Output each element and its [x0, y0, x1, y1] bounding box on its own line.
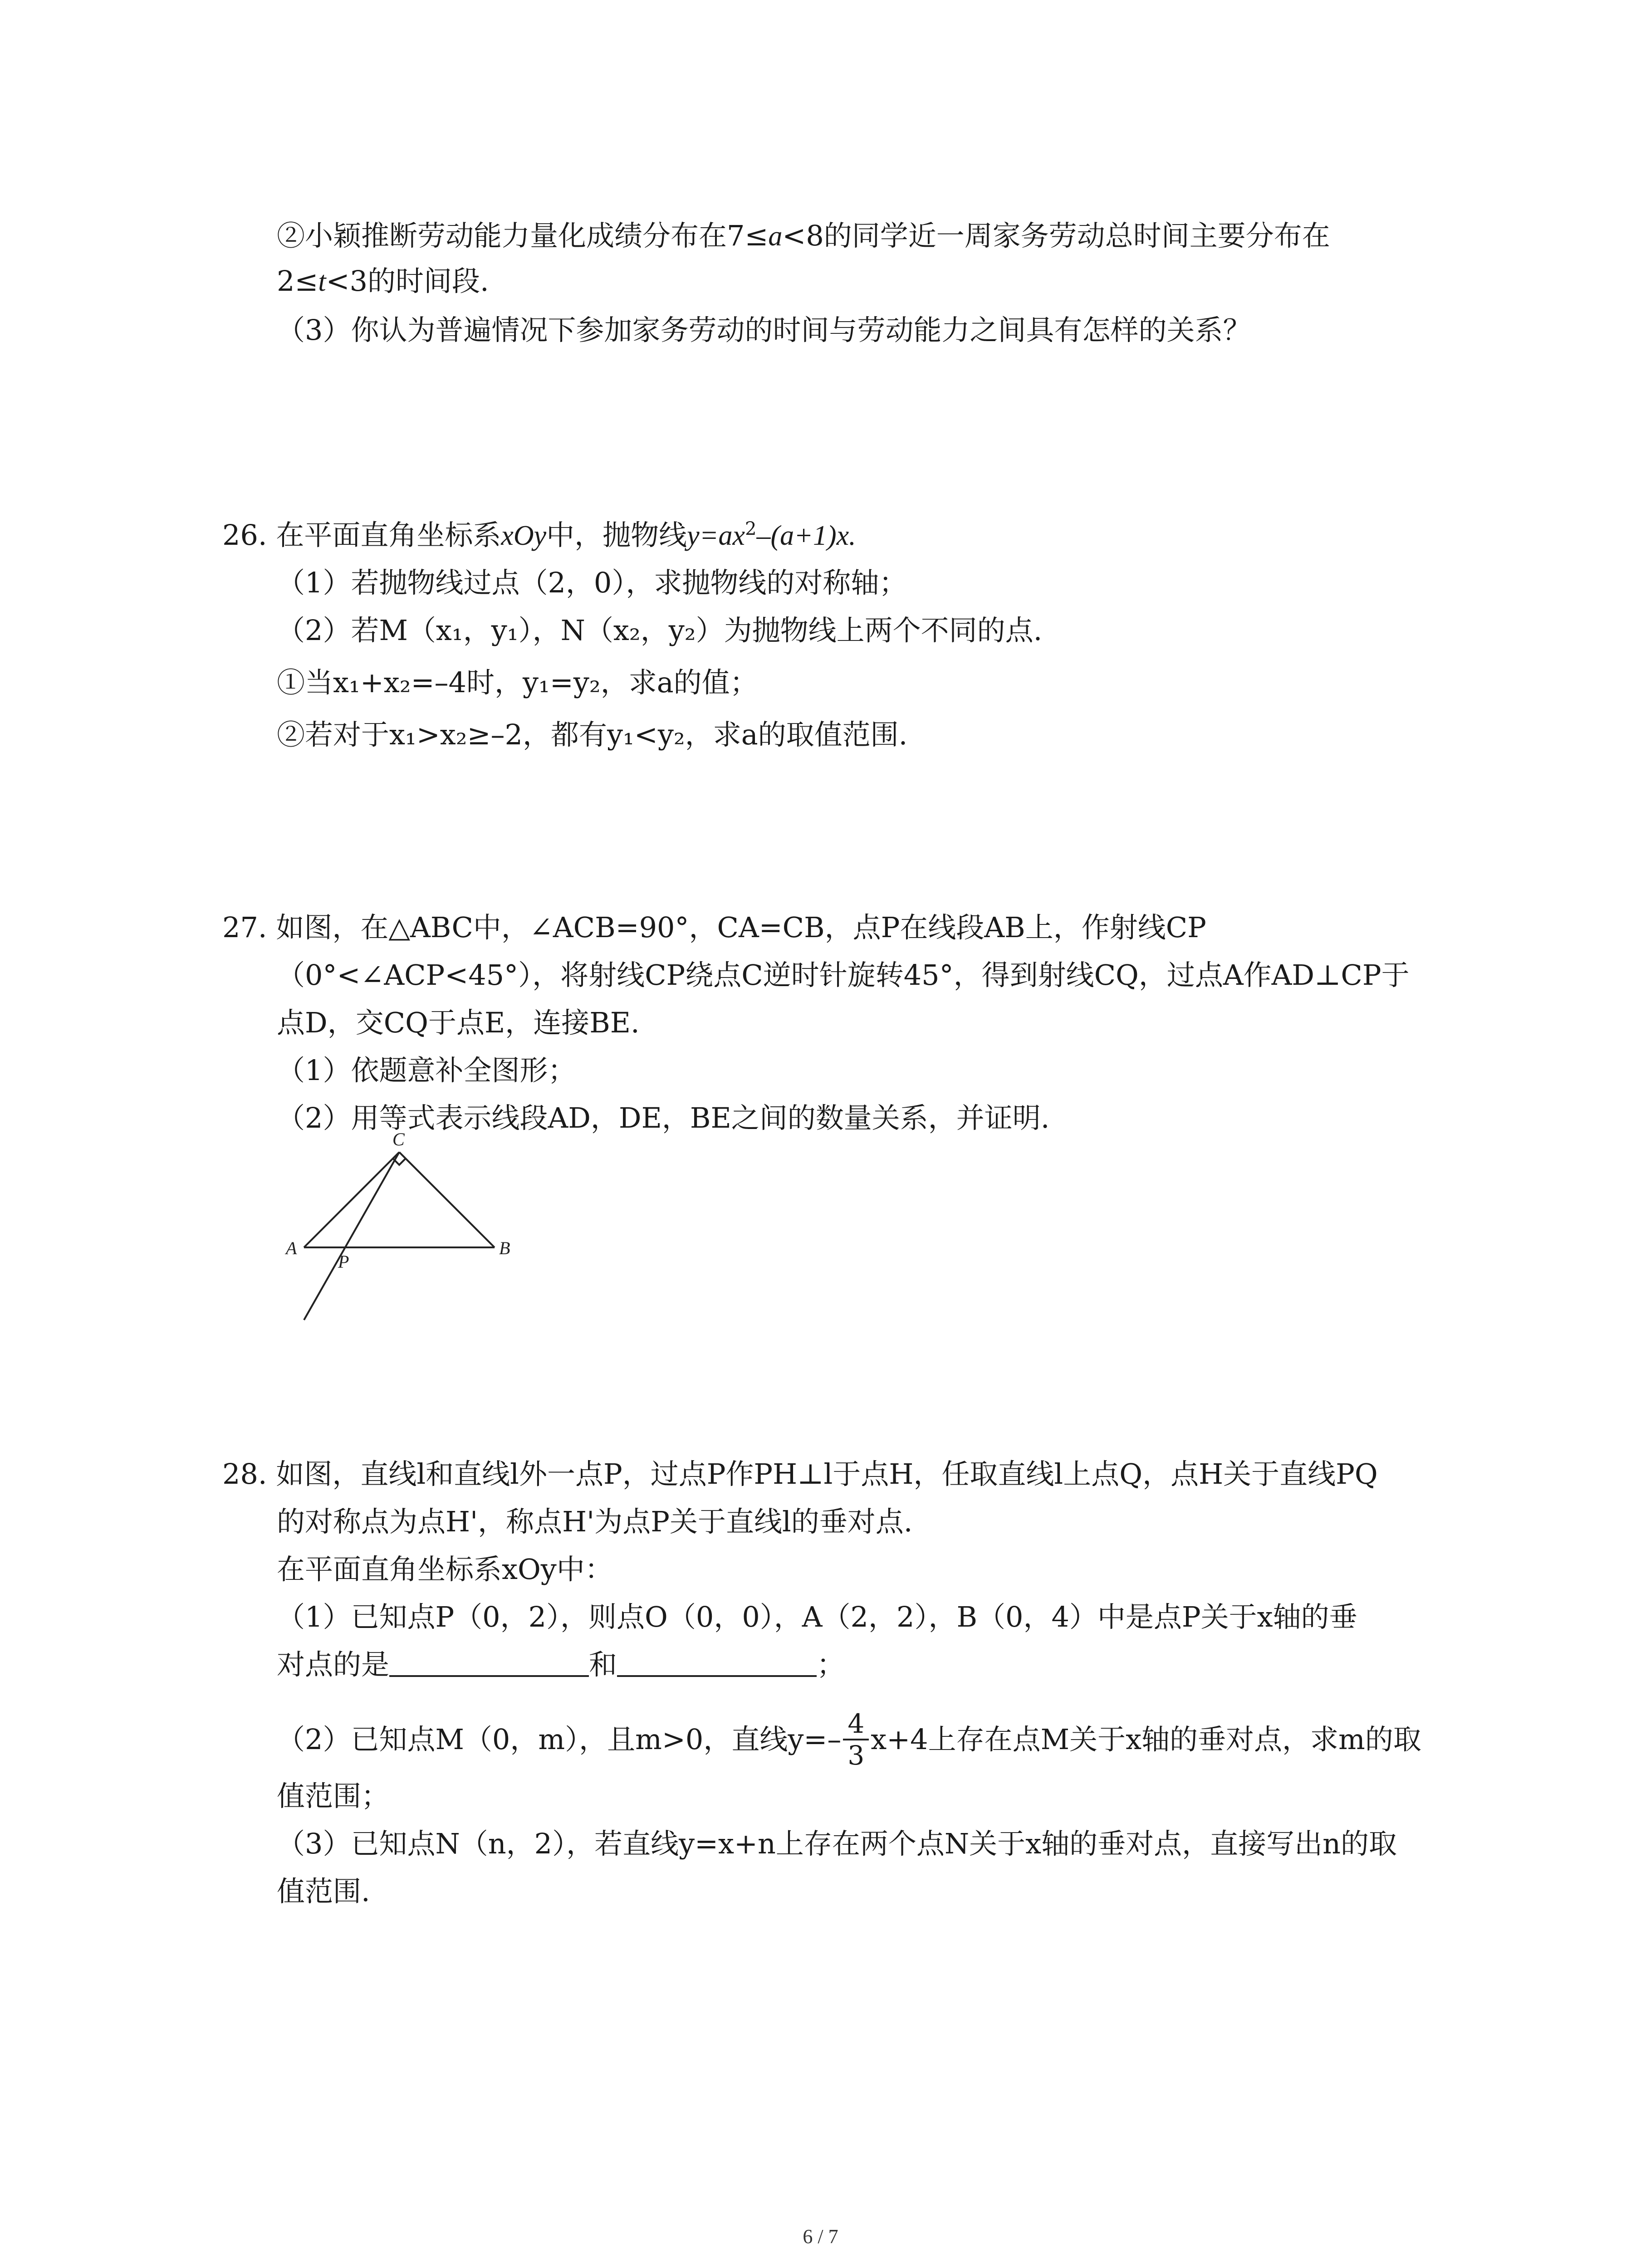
q25-line-1	[277, 218, 1330, 254]
q26-stem-post: 中，抛物线	[546, 518, 687, 552]
label-c: C	[392, 1129, 405, 1149]
q26-part-2-2: ②若对于x₁>x₂≥–2，都有y₁<y₂，求a的取值范围.	[277, 718, 908, 751]
q25-l1-pre: ②小颖推断劳动能力量化成绩分布在7≤	[277, 219, 769, 252]
q28-part-1a: （1）已知点P（0，2），则点O（0，0），A（2，2），B（0，4）中是点P关于x轴的垂	[277, 1600, 1357, 1633]
q28-stem-1	[222, 1456, 1378, 1492]
label-b: B	[499, 1238, 510, 1258]
q25-l2-var: t	[318, 266, 326, 297]
q25-l2-pre: 2≤	[277, 264, 318, 298]
answer-blank-2[interactable]	[617, 1648, 817, 1677]
q25-l1-var: a	[768, 221, 783, 252]
q28-l1: 如图，直线l和直线l外一点P，过点P作PH⊥l于点H，任取直线l上点Q，点H关于直线PQ	[276, 1457, 1378, 1491]
q26-eq-sup: 2	[745, 518, 757, 539]
q28-p1b-mid: 和	[589, 1648, 617, 1681]
q27-l1: 如图，在△ABC中，∠ACB=90°，CA=CB，点P在线段AB上，作射线CP	[276, 911, 1206, 944]
q27-part-1: （1）依题意补全图形；	[277, 1054, 576, 1087]
label-a: A	[286, 1238, 297, 1258]
q28-part-1b	[277, 1647, 845, 1683]
q27-number: 27.	[222, 911, 267, 944]
label-p: P	[338, 1251, 349, 1272]
q26-stem	[222, 517, 856, 554]
q27-stem-3: 点D，交CQ于点E，连接BE.	[277, 1006, 640, 1039]
q27-stem-1	[222, 909, 1206, 946]
q26-eq: y=ax	[687, 520, 745, 551]
q28-part-2	[277, 1706, 1421, 1774]
q26-number: 26.	[222, 518, 267, 552]
fraction-denominator: 3	[847, 1740, 865, 1771]
q28-stem-3: 在平面直角坐标系xOy中：	[277, 1553, 613, 1586]
segment-cb	[399, 1152, 495, 1247]
q28-p2-post: x+4上存在点M关于x轴的垂对点，求m的取	[871, 1723, 1421, 1756]
q27-triangle-figure	[277, 1125, 531, 1325]
q26-part-1: （1）若抛物线过点（2，0），求抛物线的对称轴；	[277, 566, 907, 599]
right-angle-mark	[393, 1158, 406, 1165]
q28-part-3: （3）已知点N（n，2），若直线y=x+n上存在两个点N关于x轴的垂对点，直接写出n的取	[277, 1827, 1397, 1860]
q27-part-2: （2）用等式表示线段AD，DE，BE之间的数量关系，并证明.	[277, 1101, 1050, 1134]
q26-part-2: （2）若M（x₁，y₁），N（x₂，y₂）为抛物线上两个不同的点.	[277, 614, 1043, 647]
q25-line-2	[277, 263, 489, 300]
q28-p1b-pre: 对点的是	[277, 1648, 390, 1681]
q28-part-3b: 值范围.	[277, 1875, 370, 1908]
q28-part-2b: 值范围；	[277, 1779, 390, 1813]
q26-stem-pre: 在平面直角坐标系	[276, 518, 501, 552]
q26-xoy: xOy	[501, 520, 547, 551]
q27-stem-2: （0°<∠ACP<45°），将射线CP绕点C逆时针旋转45°，得到射线CQ，过点A作AD⊥CP于	[277, 958, 1410, 992]
fraction-4-3	[843, 1709, 869, 1770]
q25-l2-post: <3的时间段.	[326, 264, 489, 298]
q25-part-3: （3）你认为普遍情况下参加家务劳动的时间与劳动能力之间具有怎样的关系？	[277, 313, 1251, 347]
q28-p2-pre: （2）已知点M（0，m），且m>0，直线y=–	[277, 1723, 842, 1756]
q28-stem-2: 的对称点为点H'，称点H'为点P关于直线l的垂对点.	[277, 1505, 913, 1538]
q25-l1-post: <8的同学近一周家务劳动总时间主要分布在	[782, 219, 1330, 252]
fraction-numerator: 4	[843, 1709, 869, 1740]
answer-blank-1[interactable]	[389, 1648, 589, 1677]
q28-p1b-post: ；	[817, 1648, 845, 1681]
ray-cp	[304, 1152, 399, 1320]
q28-number: 28.	[222, 1457, 267, 1491]
q26-part-2-1: ①当x₁+x₂=–4时，y₁=y₂，求a的值；	[277, 666, 758, 699]
segment-ac	[304, 1152, 399, 1247]
page-number: 6 / 7	[803, 2225, 838, 2248]
q26-eq-tail: –(a+1)x.	[756, 520, 856, 551]
